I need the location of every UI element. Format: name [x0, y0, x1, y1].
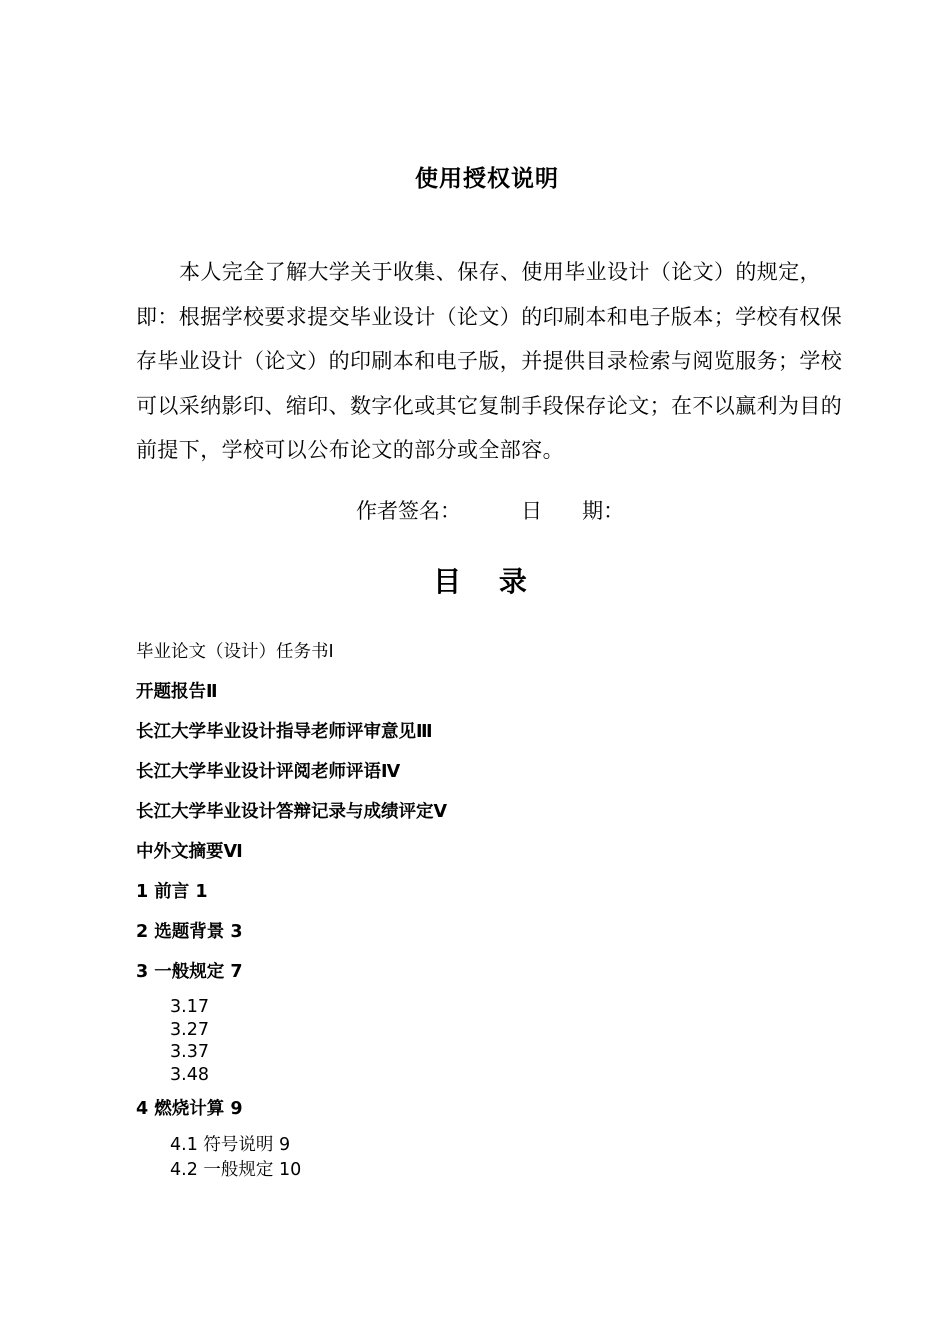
signature-line: 作者签名： 日 期：	[356, 499, 625, 523]
toc-section4-subitems	[136, 1133, 856, 1183]
toc-item-background[interactable]: 2 选题背景 3	[136, 922, 243, 942]
authorization-paragraph	[136, 250, 856, 473]
toc-subitem[interactable]: 3.37	[170, 1042, 209, 1062]
toc-item-task-book[interactable]: 毕业论文（设计）任务书Ⅰ	[136, 642, 334, 662]
toc-item-defense-record[interactable]: 长江大学毕业设计答辩记录与成绩评定Ⅴ	[136, 802, 448, 822]
authorization-title: 使用授权说明	[415, 166, 559, 192]
toc-section3-subitems	[136, 996, 856, 1086]
toc-title: 目 录	[433, 565, 541, 598]
toc-subitem[interactable]: 3.17	[170, 997, 209, 1017]
toc-item-advisor-review[interactable]: 长江大学毕业设计指导老师评审意见Ⅲ	[136, 722, 433, 742]
authorization-paragraph-text: 本人完全了解大学关于收集、保存、使用毕业设计（论文）的规定，即：根据学校要求提交毕业设计（论文）的印刷本和电子版本；学校有权保存毕业设计（论文）的印刷本和电子版，并提供目录检索与阅览服务；学校可以采纳影印、缩印、数字化或其它复制手段保存论文；在不以赢利为目的前提下，学校可以公布论文的部分或全部容。	[136, 260, 843, 462]
table-of-contents	[136, 640, 856, 1194]
toc-item-general-rules[interactable]: 3 一般规定 7	[136, 962, 243, 982]
toc-subitem[interactable]: 3.27	[170, 1019, 209, 1040]
toc-subitem[interactable]: 4.2 一般规定 10	[170, 1160, 302, 1180]
toc-item-preface[interactable]: 1 前言 1	[136, 882, 208, 902]
toc-item-combustion-calc[interactable]: 4 燃烧计算 9	[136, 1099, 243, 1119]
toc-item-opening-report[interactable]: 开题报告Ⅱ	[136, 682, 218, 702]
toc-subitem[interactable]: 4.1 符号说明 9	[170, 1135, 291, 1155]
toc-item-reviewer-comments[interactable]: 长江大学毕业设计评阅老师评语Ⅳ	[136, 762, 401, 782]
toc-item-abstracts[interactable]: 中外文摘要Ⅵ	[136, 842, 243, 862]
toc-subitem[interactable]: 3.48	[170, 1064, 209, 1085]
